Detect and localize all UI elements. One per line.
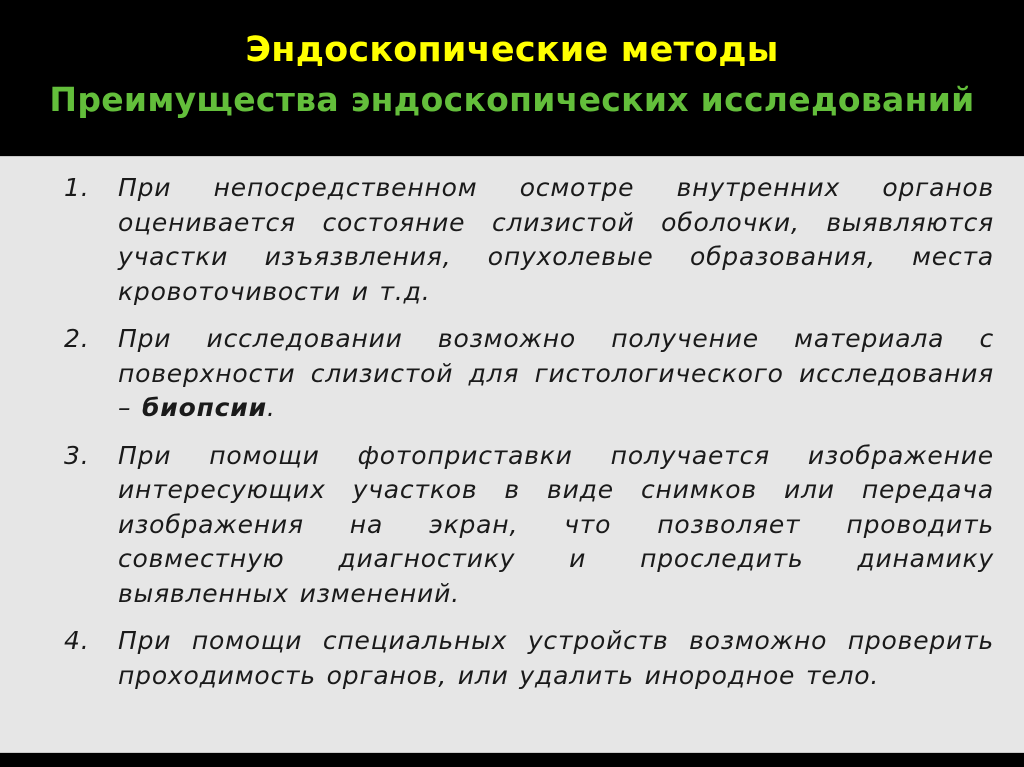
item-number: 2. [64, 324, 90, 353]
item-text: При помощи фотоприставки получается изображение интересующих участков в виде снимков или передача изображения на экран, что позволяет проводить совместную диагностику и проследить динамику выявленных изменений. [118, 440, 994, 608]
slide-title: Эндоскопические методы [245, 30, 779, 70]
advantages-list [64, 171, 994, 706]
list-item [64, 439, 994, 612]
item-number: 3. [64, 440, 90, 470]
item-text: При помощи специальных устройств возможно проверить проходимость органов, или удалить инородное тело. [118, 626, 994, 690]
item-text: При исследовании возможно получение материала с поверхности слизистой для гистологического исследования – [118, 324, 994, 422]
slide-subtitle: Преимущества эндоскопических исследований [49, 80, 975, 119]
list-item [64, 624, 994, 693]
item-number: 4. [64, 626, 90, 655]
slide-header [0, 0, 1024, 156]
item-text-tail: . [266, 393, 276, 422]
slide-content [0, 156, 1024, 753]
item-text: При непосредственном осмотре внутренних органов оценивается состояние слизистой оболочки, выявляются участки изъязвления, опухолевые образования, места кровоточивости и т.д. [118, 173, 994, 306]
slide-footer-bar [0, 753, 1024, 767]
item-number: 1. [64, 173, 90, 202]
list-item [64, 322, 994, 426]
list-item [64, 171, 994, 309]
item-bold-term: биопсии [142, 393, 267, 422]
